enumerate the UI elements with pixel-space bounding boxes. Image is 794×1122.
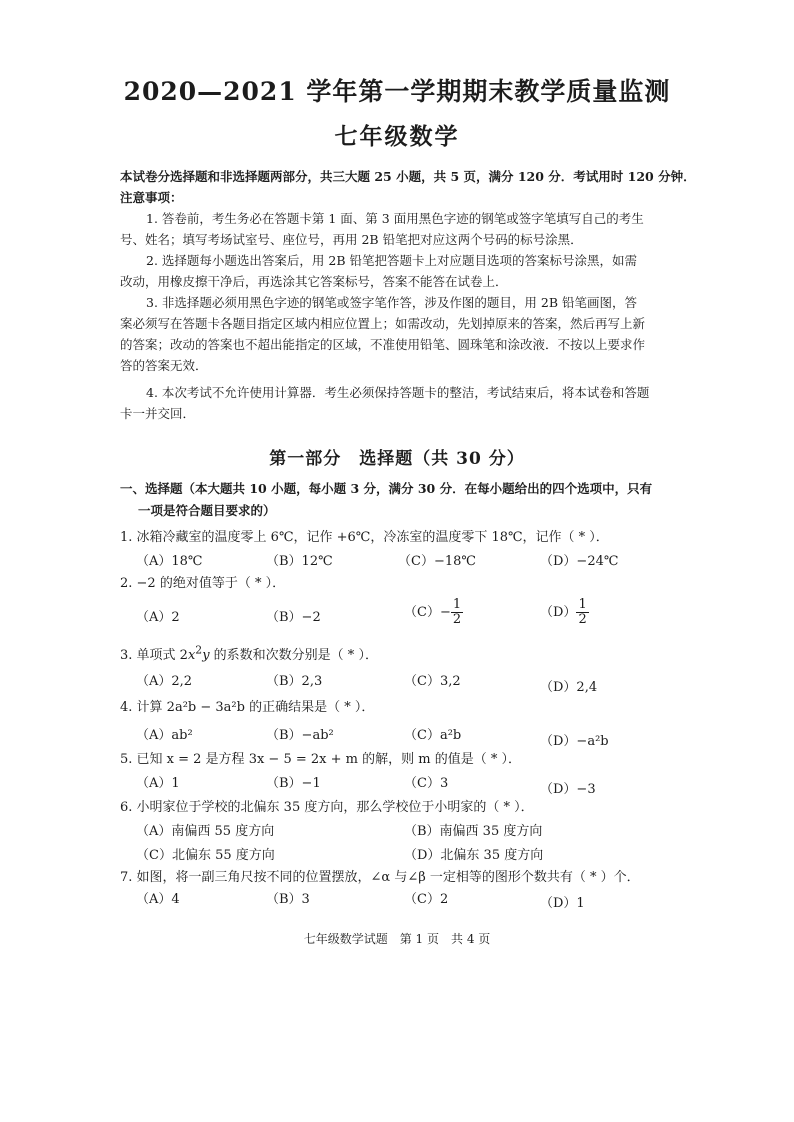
fraction-numerator: 1	[578, 597, 587, 612]
option-d: （D）1	[540, 896, 585, 911]
option-b: （B）12℃	[266, 554, 333, 569]
question-stem: 4. 计算 2a²b − 3a²b 的正确结果是（ * ）．	[120, 700, 375, 715]
stem-variable: x	[187, 648, 196, 664]
option-c: （C）3,2	[404, 674, 461, 689]
option-d: （D）−a²b	[540, 734, 609, 749]
notice-item-4-cont: 卡一并交回．	[120, 406, 196, 421]
fraction-denominator: 2	[452, 612, 462, 627]
question-3	[120, 644, 720, 663]
option-d: （D）−3	[540, 782, 596, 797]
option-c-prefix: （C）−	[404, 605, 451, 620]
option-d: （D）2,4	[540, 680, 598, 695]
notice-item-3: 3. 非选择题必须用黑色字迹的钢笔或签字笔作答，涉及作图的题目，用 2B 铅笔画图，答	[146, 295, 637, 310]
intro-line: 本试卷分选择题和非选择题两部分，共三大题 25 小题，共 5 页，满分 120 分．考试用时 120 分钟．	[120, 169, 696, 184]
question-stem: 1. 冰箱冷藏室的温度零上 6℃，记作 +6℃，冷冻室的温度零下 18℃，记作（ * ）．	[120, 530, 609, 545]
option-b: （B）3	[266, 892, 310, 907]
question-stem: 5. 已知 x = 2 是方程 3x − 5 = 2x + m 的解，则 m 的值是（ * ）．	[120, 752, 521, 767]
part-one-title: 第一部分 选择题（共 30 分）	[269, 449, 525, 469]
notice-item-1-cont: 号、姓名；填写考场试室号、座位号，再用 2B 铅笔把对应这两个号码的标号涂黑．	[120, 232, 583, 247]
option-d: （D）−24℃	[540, 554, 619, 569]
section-instructions-cont: 一项是符合题目要求的）	[138, 503, 276, 518]
stem-part: 的系数和次数分别是（ * ）．	[209, 648, 378, 664]
option-b: （B）南偏西 35 度方向	[404, 824, 543, 839]
option-b: （B）2,3	[266, 674, 323, 689]
notice-item-2-cont: 改动，用橡皮擦干净后，再选涂其它答案标号，答案不能答在试卷上．	[120, 274, 508, 289]
question-2	[120, 572, 720, 591]
notice-item-3-cont2: 的答案；改动的答案也不超出能指定的区域，不准使用铅笔、圆珠笔和涂改液．不按以上要求作	[120, 337, 646, 352]
question-6	[120, 796, 720, 815]
page-subtitle: 七年级数学	[334, 123, 460, 150]
option-d: （D）北偏东 35 度方向	[404, 848, 544, 863]
question-1	[120, 526, 720, 545]
option-c: （C）a²b	[404, 728, 462, 743]
section-heading	[120, 478, 700, 522]
page-footer: 七年级数学试题 第 1 页 共 4 页	[303, 932, 491, 946]
fraction	[576, 598, 588, 627]
question-stem: 2. −2 的绝对值等于（ * ）．	[120, 576, 286, 591]
stem-exponent: 2	[195, 644, 203, 657]
question-7	[120, 866, 720, 885]
option-d	[540, 598, 589, 627]
option-a: （A）1	[136, 776, 180, 791]
option-c: （C）2	[404, 892, 449, 907]
option-c: （C）3	[404, 776, 449, 791]
option-a: （A）2	[136, 610, 180, 625]
notice-heading: 注意事项：	[120, 190, 183, 205]
fraction-denominator: 2	[578, 612, 587, 627]
option-c: （C）北偏东 55 度方向	[136, 848, 275, 863]
stem-part: 3. 单项式 2	[120, 648, 188, 664]
fraction-numerator: 1	[452, 597, 462, 612]
page-title: 2020—2021 学年第一学期期末教学质量监测	[123, 77, 671, 106]
option-b: （B）−2	[266, 610, 321, 625]
fraction	[451, 598, 463, 627]
option-c	[404, 598, 463, 627]
option-b: （B）−1	[266, 776, 321, 791]
question-5	[120, 748, 720, 767]
notice-item-4: 4. 本次考试不允许使用计算器．考生必须保持答题卡的整洁，考试结束后，将本试卷和答题	[146, 385, 650, 400]
option-a: （A）ab²	[136, 728, 193, 743]
question-stem: 6. 小明家位于学校的北偏东 35 度方向，那么学校位于小明家的（ * ）．	[120, 800, 534, 815]
exam-instructions	[120, 166, 700, 424]
option-c: （C）−18℃	[398, 554, 476, 569]
notice-item-2: 2. 选择题每小题选出答案后，用 2B 铅笔把答题卡上对应题目选项的答案标号涂黑，如需	[146, 253, 637, 268]
stem-variable: y	[202, 648, 210, 664]
option-a: （A）4	[136, 892, 180, 907]
option-a: （A）18℃	[136, 554, 203, 569]
option-d-prefix: （D）	[540, 605, 577, 620]
option-a: （A）2,2	[136, 674, 193, 689]
notice-item-1: 1. 答卷前，考生务必在答题卡第 1 面、第 3 面用黑色字迹的钢笔或签字笔填写自己的考生	[146, 211, 644, 226]
question-stem	[120, 644, 378, 664]
notice-item-3-cont: 案必须写在答题卡各题目指定区域内相应位置上；如需改动，先划掉原来的答案，然后再写上新	[120, 316, 646, 331]
question-4	[120, 696, 720, 715]
notice-item-3-cont3: 答的答案无效．	[120, 358, 208, 373]
section-instructions: 一、选择题（本大题共 10 小题，每小题 3 分，满分 30 分．在每小题给出的四个选项中，只有	[120, 481, 653, 496]
question-stem: 7. 如图，将一副三角尺按不同的位置摆放，∠α 与∠β 一定相等的图形个数共有（ * ）个．	[120, 870, 640, 885]
option-a: （A）南偏西 55 度方向	[136, 824, 275, 839]
option-b: （B）−ab²	[266, 728, 334, 743]
